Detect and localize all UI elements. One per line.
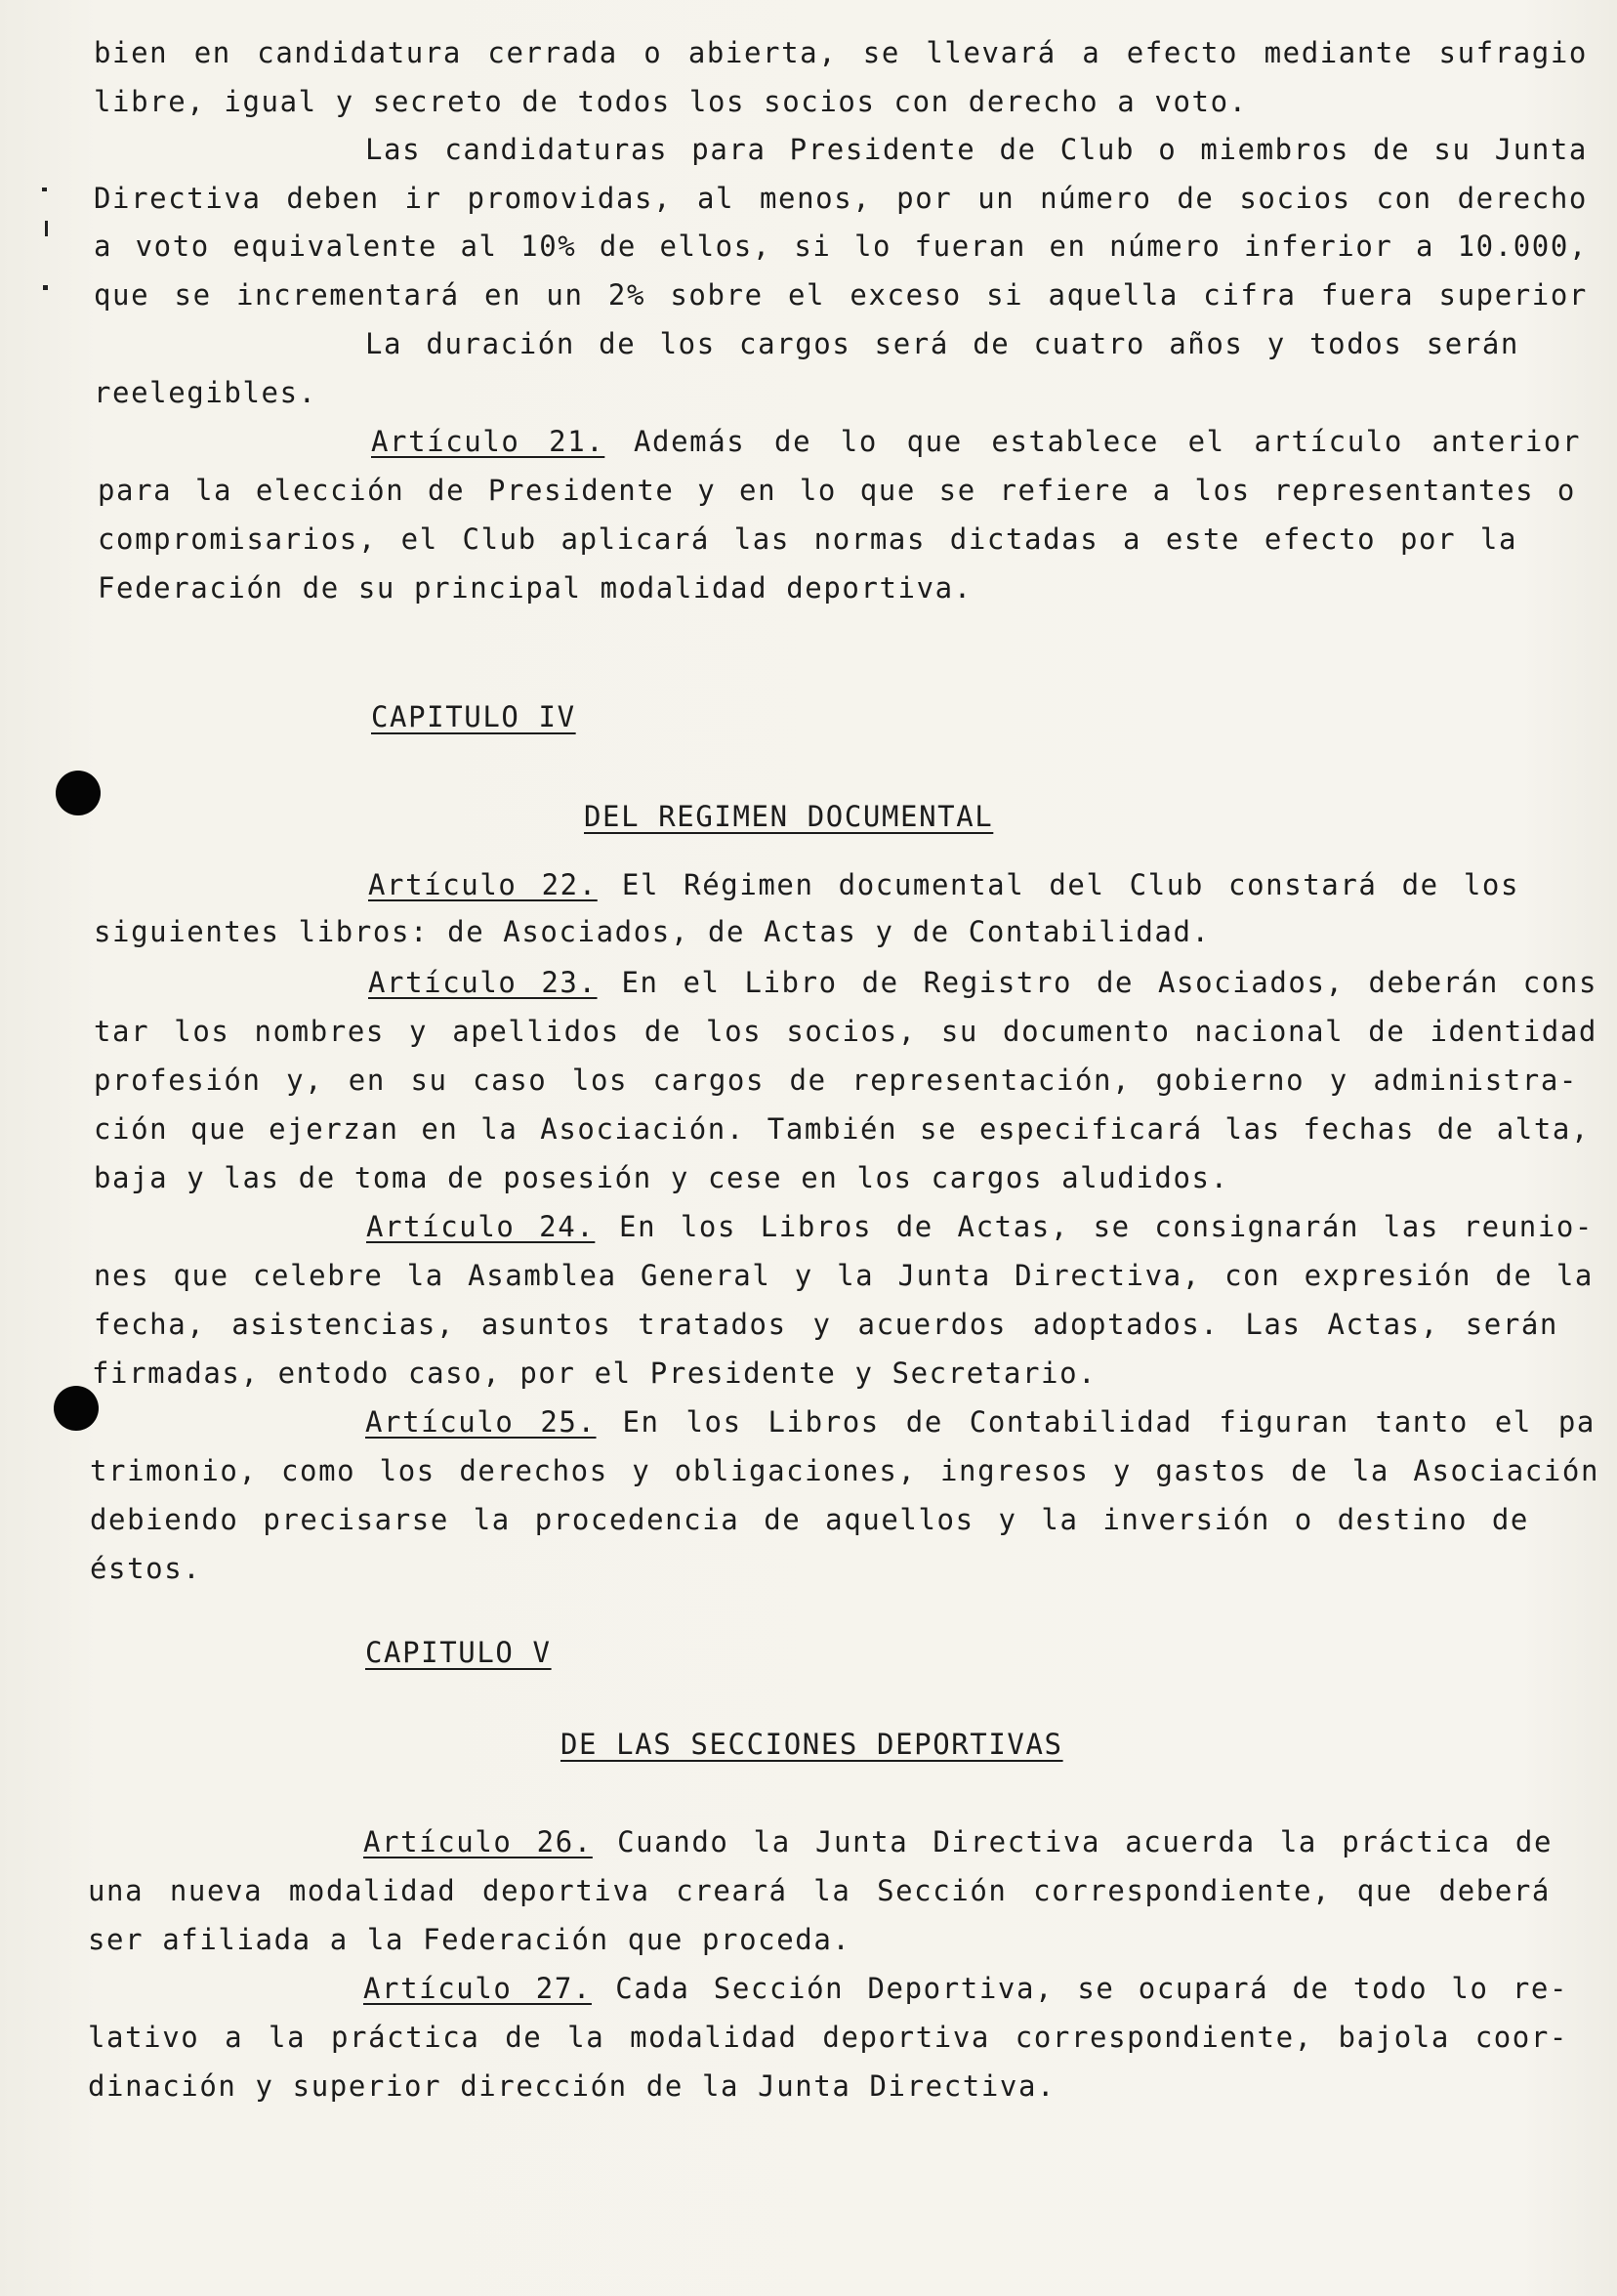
article-27-label: Artículo 27. (363, 1972, 592, 2005)
text-line: Artículo 27. Cada Sección Deportiva, se ocupará de todo lo re- (363, 1972, 1569, 2005)
text-line: siguientes libros: de Asociados, de Actas y de Contabilidad. (94, 915, 1211, 948)
chapter-iv-heading: CAPITULO IV (371, 700, 576, 733)
text-line: tar los nombres y apellidos de los socios, su documento nacional de identidad (94, 1015, 1597, 1048)
text-line: reelegibles. (94, 376, 317, 409)
article-24-label: Artículo 24. (366, 1210, 596, 1243)
text-line: Artículo 26. Cuando la Junta Directiva acuerda la práctica de (363, 1825, 1554, 1858)
text-line: compromisarios, el Club aplicará las normas dictadas a este efecto por la (98, 522, 1517, 556)
text-line: para la elección de Presidente y en lo que se refiere a los representantes o (98, 474, 1576, 507)
text-line: a voto equivalente al 10% de ellos, si lo fueran en número inferior a 10.000, (94, 230, 1588, 263)
article-23-label: Artículo 23. (368, 966, 598, 999)
text-line: nes que celebre la Asamblea General y la Junta Directiva, con expresión de la (94, 1259, 1594, 1292)
text-line: Directiva deben ir promovidas, al menos, por un número de socios con derecho (94, 182, 1588, 215)
chapter-v-title: DE LAS SECCIONES DEPORTIVAS (560, 1728, 1063, 1761)
text-line: La duración de los cargos será de cuatro años y todos serán (365, 327, 1519, 360)
text-line: dinación y superior dirección de la Junta Directiva. (88, 2069, 1057, 2103)
margin-mark (45, 221, 48, 236)
text-line: Artículo 24. En los Libros de Actas, se consignarán las reunio- (366, 1210, 1594, 1243)
text-line: Las candidaturas para Presidente de Club o miembros de su Junta (365, 133, 1588, 166)
text-line: debiendo precisarse la procedencia de aquellos y la inversión o destino de (90, 1503, 1529, 1536)
punch-hole-top (56, 771, 101, 815)
text-line: Artículo 22. El Régimen documental del Club constará de los (368, 868, 1520, 901)
text-line: éstos. (90, 1552, 202, 1585)
text-line: lativo a la práctica de la modalidad deportiva correspondiente, bajola coor- (88, 2021, 1568, 2054)
article-22-label: Artículo 22. (368, 868, 598, 901)
chapter-v-heading: CAPITULO V (365, 1636, 552, 1669)
text-line: una nueva modalidad deportiva creará la Sección correspondiente, que deberá (88, 1874, 1551, 1907)
text-line: bien en candidatura cerrada o abierta, se llevará a efecto mediante sufragio (94, 36, 1588, 69)
text-line: libre, igual y secreto de todos los socios con derecho a voto. (94, 85, 1248, 118)
text-line: trimonio, como los derechos y obligaciones, ingresos y gastos de la Asociación (90, 1454, 1599, 1487)
article-25-label: Artículo 25. (365, 1405, 597, 1439)
text-line: firmadas, entodo caso, por el Presidente y Secretario. (92, 1357, 1098, 1390)
text-line: ser afiliada a la Federación que proceda. (88, 1923, 851, 1956)
text-line: profesión y, en su caso los cargos de representación, gobierno y administra- (94, 1064, 1578, 1097)
text-line: que se incrementará en un 2% sobre el exceso si aquella cifra fuera superior (94, 278, 1588, 312)
article-21-label: Artículo 21. (371, 425, 605, 458)
text-line: Federación de su principal modalidad deportiva. (98, 571, 973, 605)
article-26-label: Artículo 26. (363, 1825, 593, 1858)
text-line: baja y las de toma de posesión y cese en los cargos aludidos. (94, 1161, 1229, 1194)
margin-mark (43, 285, 48, 290)
text-line: Artículo 23. En el Libro de Registro de Asociados, deberán cons (368, 966, 1597, 999)
chapter-iv-title: DEL REGIMEN DOCUMENTAL (584, 800, 994, 833)
text-line: Artículo 21. Además de lo que establece el artículo anterior (371, 425, 1582, 458)
text-line: fecha, asistencias, asuntos tratados y acuerdos adoptados. Las Actas, serán (94, 1308, 1558, 1341)
margin-mark (42, 188, 47, 191)
text-line: Artículo 25. En los Libros de Contabilidad figuran tanto el pa (365, 1405, 1596, 1439)
text-line: ción que ejerzan en la Asociación. También se especificará las fechas de alta, (94, 1112, 1590, 1146)
